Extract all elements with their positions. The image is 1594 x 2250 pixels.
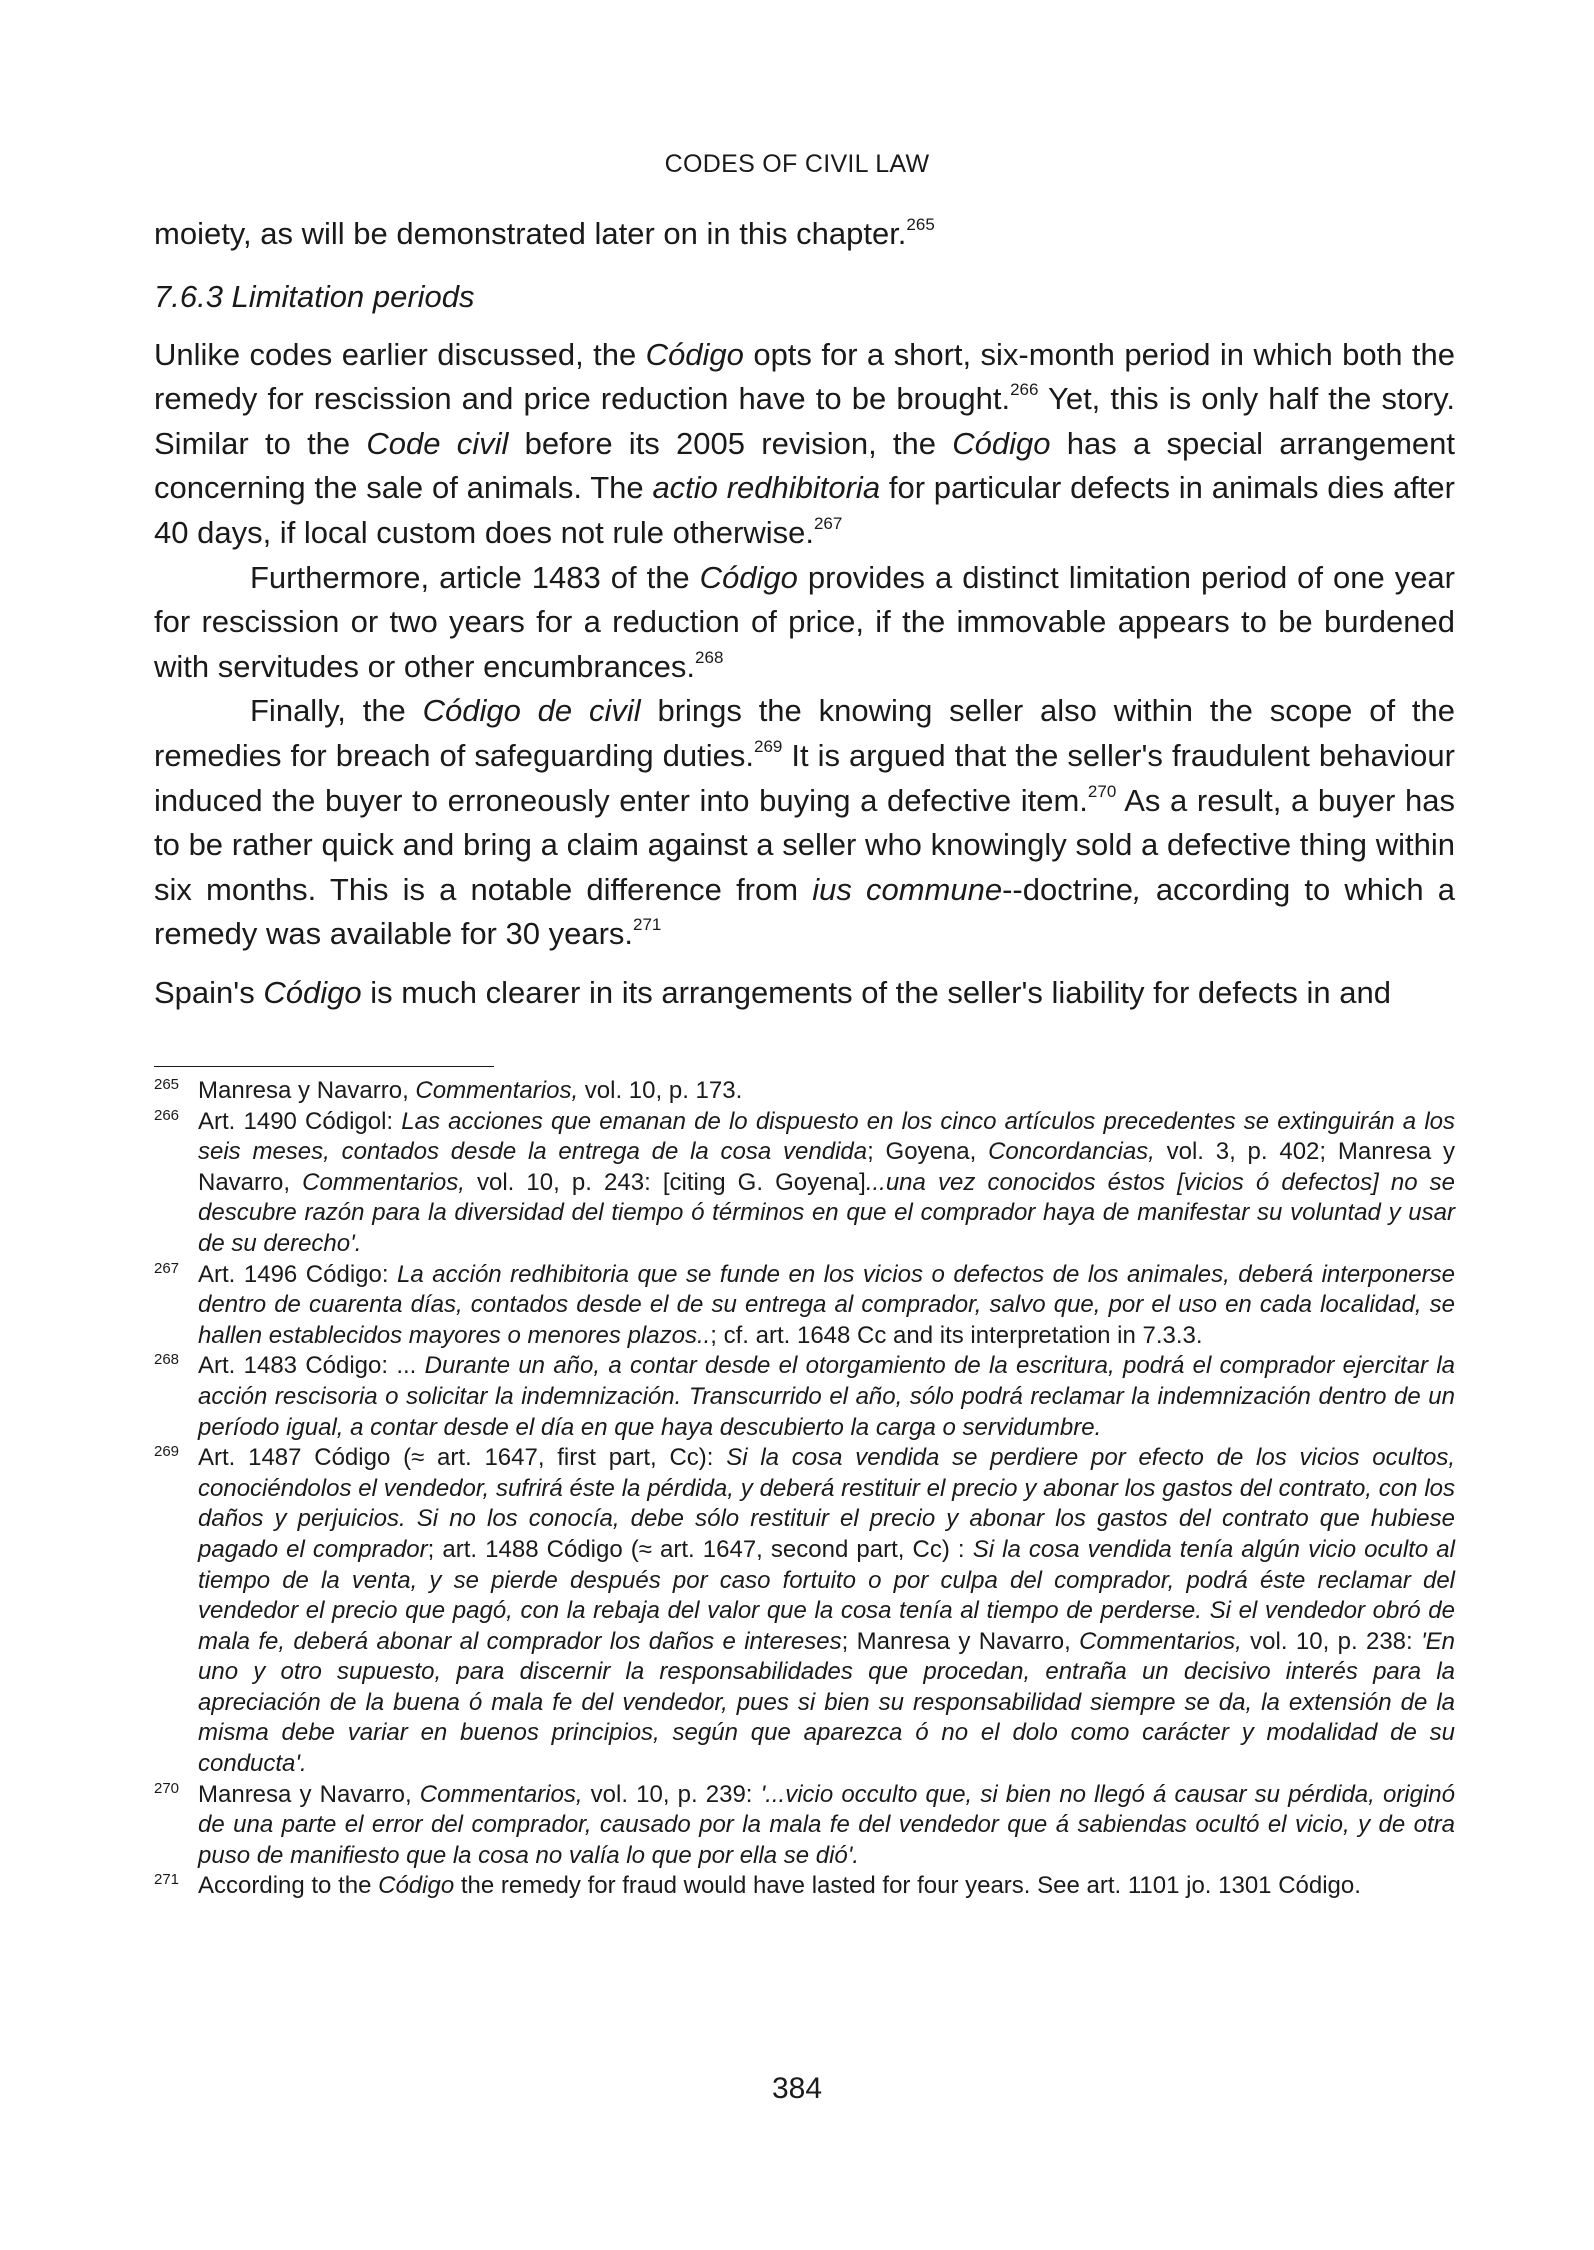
page-number: 384 bbox=[771, 2072, 823, 2105]
footnote-266: 266 Art. 1490 Códigol: Las acciones que emanan de lo dispuesto en los cinco artículos precedentes se extinguirán a los seis meses, contados desde la entrega de la cosa vendida; Goyena, Concordancias, vol. 3, p. 402; Manresa y Navarro, Commentarios, vol. 10, p. 243: [citing G. Goyena]...una vez conocidos éstos [vicios ó defectos] no se descubre razón para la diversidad del tiempo ó términos en que el comprador haya de manifestar su voluntad y usar de su derecho'. bbox=[154, 1106, 1456, 1257]
footnote-ref-271[interactable]: 271 bbox=[633, 915, 662, 935]
footnote-separator bbox=[154, 1066, 494, 1067]
footnote-ref-270[interactable]: 270 bbox=[1087, 781, 1117, 801]
section-heading: 7.6.3 Limitation periods bbox=[154, 278, 475, 314]
footnote-ref-268[interactable]: 268 bbox=[695, 647, 724, 667]
footnote-ref-269[interactable]: 269 bbox=[754, 736, 783, 756]
footnote-270: 270 Manresa y Navarro, Commentarios, vol. 10, p. 239: '...vicio occulto que, si bien no llegó á causar su pérdida, originó de una parte el error del comprador, causado por la mala fe del vendedor que á sabiendas ocultó el vicio, y de otra puso de manifiesto que la cosa no valía lo que por ella se dió'. bbox=[154, 1779, 1456, 1869]
footnote-268: 268 Art. 1483 Código: ... Durante un año, a contar desde el otorgamiento de la escritura, podrá el comprador ejercitar la acción rescisoria o solicitar la indemnización. Transcurrido el año, sólo podrá reclamar la indemnización dentro de un período igual, a contar desde el día en que haya descubierto la carga o servidumbre. bbox=[154, 1351, 1456, 1441]
paragraph-knowing-seller: Finally, the Código de civil brings the knowing seller also within the scope of the remedies for breach of safeguarding duties.$^{269}$ It is argued that the seller's fraudulent behaviour induced the buyer to erroneously enter into buying a defective item.$^{270}$ As a result, a buyer has to be rather quick and bring a claim against a seller who knowingly sold a defective thing within six months. This is a notable difference from ius commune--doctrine, according to which a remedy was available for 30 years.$^{271}$ bbox=[154, 693, 1456, 952]
body-text bbox=[154, 212, 1455, 1016]
footnote-269: 269 Art. 1487 Código (≈ art. 1647, first part, Cc): Si la cosa vendida se perdiere por efecto de los vicios ocultos, conociéndolos el vendedor, sufrirá éste la pérdida, y deberá restituir el precio y abonar los gastos del contrato, con los daños y perjuicios. Si no los conocía, debe sólo restituir el precio y abonar los gastos del contrato que hubiese pagado el comprador; art. 1488 Código (≈ art. 1647, second part, Cc) : Si la cosa vendida tenía algún vicio oculto al tiempo de la venta, y se pierde después por caso fortuito o por culpa del comprador, podrá éste reclamar del vendedor el precio que pagó, con la rebaja del valor que la cosa tenía al tiempo de perderse. Si el vendedor obró de mala fe, deberá abonar al comprador los daños e intereses; Manresa y Navarro, Commentarios, vol. 10, p. 238: 'En uno y otro supuesto, para discernir la responsabilidades que procedan, entraña un decisivo interés para la apreciación de la buena ó mala fe del vendedor, pues si bien su responsabilidad siempre se da, la extensión de la misma debe variar en buenos principios, según que aparezca ó no el dolo como carácter y modalidad de su conducta'. bbox=[154, 1443, 1455, 1778]
footnote-271: 271 According to the Código the remedy for fraud would have lasted for four years. See art. 1101 jo. 1301 Código. bbox=[154, 1871, 1361, 1900]
footnotes bbox=[154, 1076, 1455, 1902]
footnote-ref-265[interactable]: 265 bbox=[906, 215, 935, 234]
running-head: CODES OF CIVIL LAW bbox=[664, 150, 930, 178]
footnote-267: 267 Art. 1496 Código: La acción redhibitoria que se funde en los vicios o defectos de los animales, deberá interponerse dentro de cuarenta días, contados desde el de su entrega al comprador, salvo que, por el uso en cada localidad, se hallen establecidos mayores o menores plazos..; cf. art. 1648 Cc and its interpretation in 7.3.3. bbox=[154, 1259, 1455, 1349]
footnote-ref-267[interactable]: 267 bbox=[813, 513, 843, 533]
paragraph-limitation: Unlike codes earlier discussed, the Código opts for a short, six-month period in which both the remedy for rescission and price reduction have to be brought.$^{266}$ Yet, this is only half the story. Similar to the Code civil before its 2005 revision, the Código has a special arrangement concerning the sale of animals. The actio redhibitoria for particular defects in animals dies after 40 days, if local custom does not rule otherwise.$^{267}$ bbox=[154, 336, 1455, 550]
paragraph-intro: moiety, as will be demonstrated later on in this chapter.$^{265}$ bbox=[154, 215, 935, 251]
paragraph-article-1483: Furthermore, article 1483 of the Código provides a distinct limitation period of one year for rescission or two years for a reduction of price, if the immovable appears to be burdened with servitudes or other encumbrances.$^{268}$ bbox=[154, 559, 1456, 684]
footnote-265: 265 Manresa y Navarro, Commentarios, vol. 10, p. 173. bbox=[154, 1076, 743, 1104]
footnote-ref-266[interactable]: 266 bbox=[1010, 380, 1039, 400]
paragraph-spain: Spain's Código is much clearer in its arrangements of the seller's liability for defects in and bbox=[154, 974, 1391, 1010]
